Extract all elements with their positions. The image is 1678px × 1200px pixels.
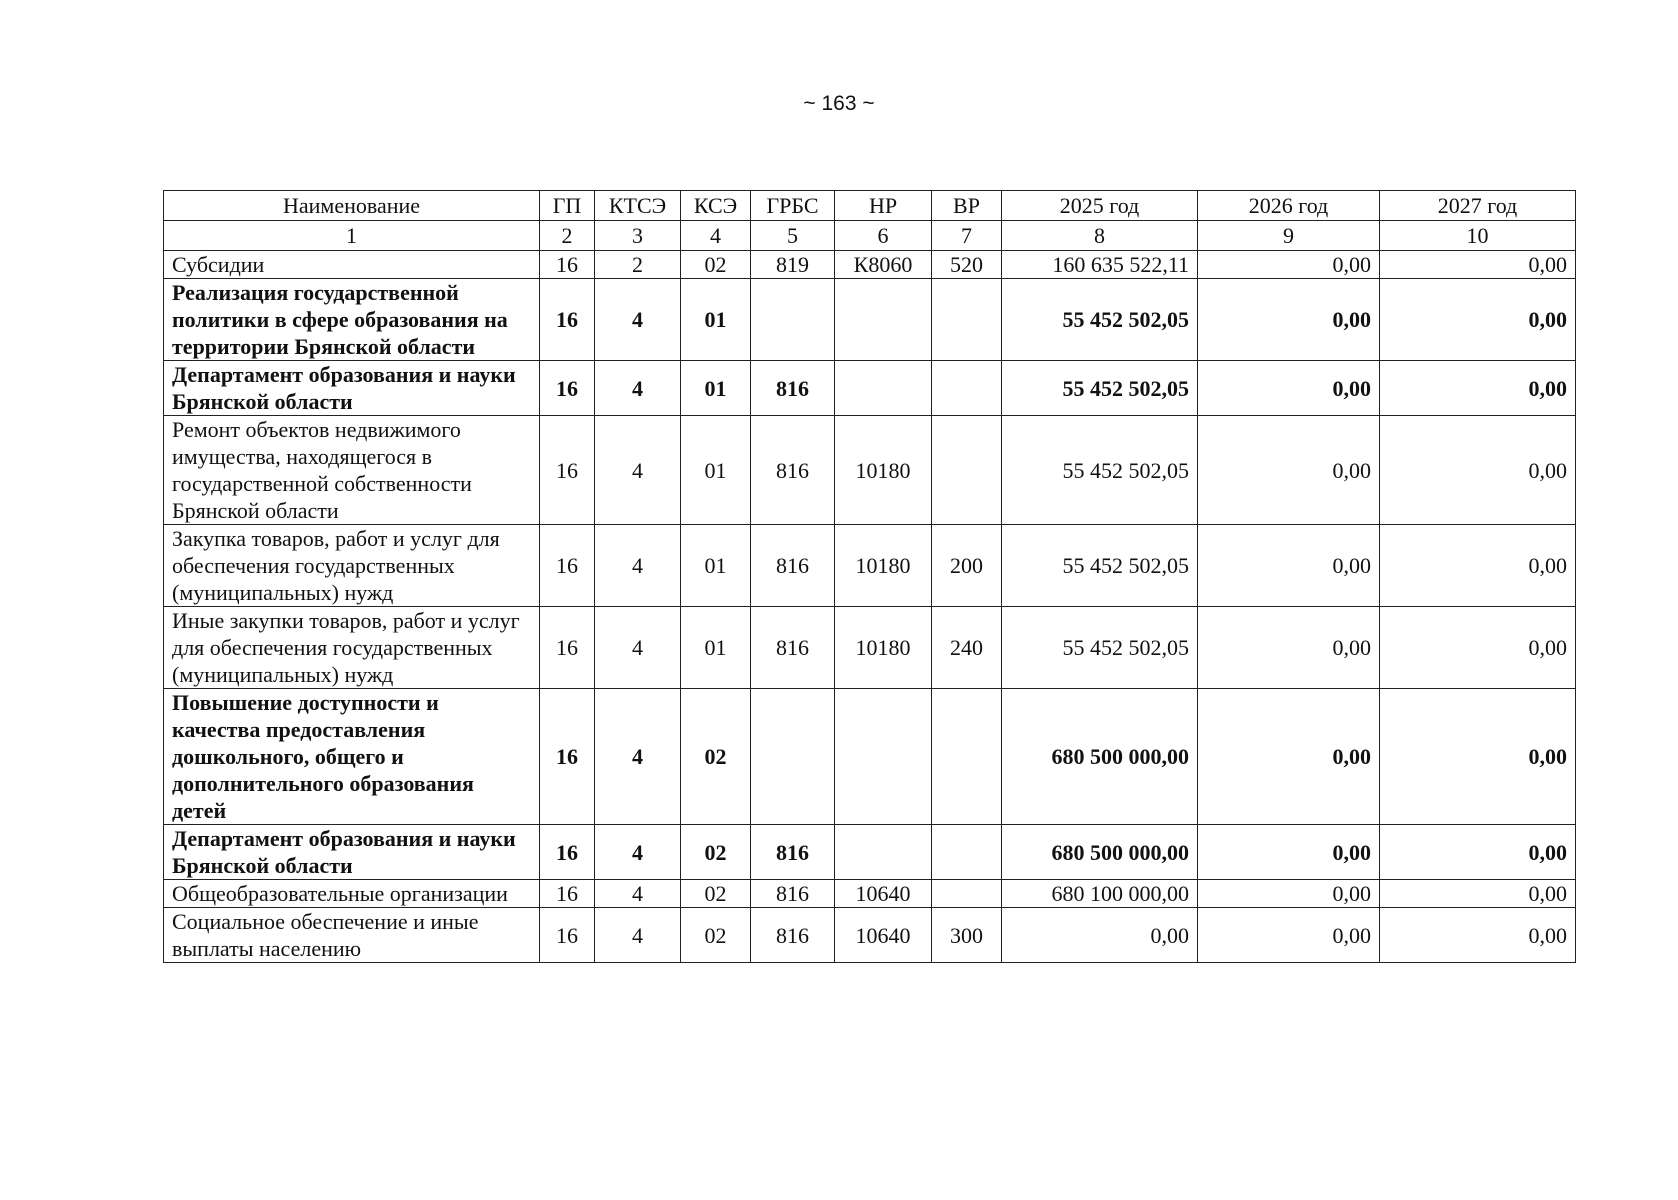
column-number: 7: [932, 221, 1002, 251]
cell-ktse: 4: [595, 525, 681, 607]
header-ktse: КТСЭ: [595, 191, 681, 221]
cell-ktse: 4: [595, 825, 681, 880]
cell-grbs: 819: [751, 251, 835, 279]
cell-kse: 01: [681, 607, 751, 689]
table-row: [164, 416, 1576, 525]
cell-amount-2025: 55 452 502,05: [1002, 416, 1198, 525]
cell-name: Департамент образования и науки Брянской области: [164, 825, 540, 880]
cell-gp: 16: [540, 607, 595, 689]
page-number: ~ 163 ~: [803, 92, 875, 115]
cell-name: Департамент образования и науки Брянской области: [164, 361, 540, 416]
table-row: [164, 525, 1576, 607]
cell-nr: 10640: [835, 908, 932, 963]
table-header: [164, 191, 1576, 221]
table-row: [164, 689, 1576, 825]
cell-amount-2026: 0,00: [1198, 279, 1380, 361]
cell-amount-2027: 0,00: [1380, 607, 1576, 689]
cell-ktse: 4: [595, 607, 681, 689]
cell-grbs: [751, 689, 835, 825]
cell-amount-2027: 0,00: [1380, 825, 1576, 880]
cell-amount-2027: 0,00: [1380, 361, 1576, 416]
cell-ktse: 4: [595, 908, 681, 963]
cell-amount-2027: 0,00: [1380, 525, 1576, 607]
cell-name: Закупка товаров, работ и услуг для обеспечения государственных (муниципальных) нужд: [164, 525, 540, 607]
cell-name: Повышение доступности и качества предоставления дошкольного, общего и дополнительного образования детей: [164, 689, 540, 825]
cell-vr: 520: [932, 251, 1002, 279]
cell-kse: 01: [681, 416, 751, 525]
cell-grbs: 816: [751, 525, 835, 607]
cell-kse: 02: [681, 908, 751, 963]
cell-amount-2026: 0,00: [1198, 689, 1380, 825]
cell-vr: [932, 279, 1002, 361]
column-number: 10: [1380, 221, 1576, 251]
column-number: 3: [595, 221, 681, 251]
cell-nr: [835, 279, 932, 361]
cell-amount-2027: 0,00: [1380, 880, 1576, 908]
cell-vr: [932, 361, 1002, 416]
cell-name: Иные закупки товаров, работ и услуг для обеспечения государственных (муниципальных) нужд: [164, 607, 540, 689]
column-number: 8: [1002, 221, 1198, 251]
cell-vr: [932, 880, 1002, 908]
cell-kse: 01: [681, 525, 751, 607]
header-kse: КСЭ: [681, 191, 751, 221]
cell-amount-2025: 55 452 502,05: [1002, 279, 1198, 361]
cell-name: Социальное обеспечение и иные выплаты населению: [164, 908, 540, 963]
cell-gp: 16: [540, 908, 595, 963]
column-number: 4: [681, 221, 751, 251]
column-number: 1: [164, 221, 540, 251]
cell-nr: 10640: [835, 880, 932, 908]
table-row: [164, 607, 1576, 689]
cell-gp: 16: [540, 825, 595, 880]
cell-kse: 02: [681, 251, 751, 279]
cell-grbs: 816: [751, 607, 835, 689]
cell-vr: [932, 689, 1002, 825]
cell-name: Общеобразовательные организации: [164, 880, 540, 908]
cell-ktse: 4: [595, 279, 681, 361]
budget-table: [163, 190, 1576, 963]
column-number-row: [164, 221, 1576, 251]
cell-kse: 01: [681, 361, 751, 416]
cell-vr: 200: [932, 525, 1002, 607]
cell-amount-2025: 680 500 000,00: [1002, 825, 1198, 880]
table-row: [164, 279, 1576, 361]
cell-amount-2025: 55 452 502,05: [1002, 607, 1198, 689]
cell-vr: [932, 825, 1002, 880]
cell-gp: 16: [540, 279, 595, 361]
header-gp: ГП: [540, 191, 595, 221]
table-row: [164, 251, 1576, 279]
cell-gp: 16: [540, 689, 595, 825]
column-number: 5: [751, 221, 835, 251]
header-2027: 2027 год: [1380, 191, 1576, 221]
cell-ktse: 4: [595, 880, 681, 908]
cell-amount-2026: 0,00: [1198, 825, 1380, 880]
cell-grbs: 816: [751, 416, 835, 525]
cell-amount-2027: 0,00: [1380, 251, 1576, 279]
header-2026: 2026 год: [1198, 191, 1380, 221]
table-body: [164, 221, 1576, 963]
column-number: 2: [540, 221, 595, 251]
table-row: [164, 880, 1576, 908]
cell-amount-2025: 55 452 502,05: [1002, 361, 1198, 416]
cell-ktse: 4: [595, 416, 681, 525]
cell-gp: 16: [540, 416, 595, 525]
header-row: [164, 191, 1576, 221]
cell-grbs: [751, 279, 835, 361]
cell-ktse: 2: [595, 251, 681, 279]
cell-grbs: 816: [751, 825, 835, 880]
cell-amount-2026: 0,00: [1198, 251, 1380, 279]
cell-nr: [835, 825, 932, 880]
column-number: 6: [835, 221, 932, 251]
cell-amount-2025: 680 500 000,00: [1002, 689, 1198, 825]
cell-vr: 240: [932, 607, 1002, 689]
cell-amount-2025: 55 452 502,05: [1002, 525, 1198, 607]
table-row: [164, 825, 1576, 880]
cell-kse: 02: [681, 825, 751, 880]
cell-amount-2026: 0,00: [1198, 361, 1380, 416]
header-2025: 2025 год: [1002, 191, 1198, 221]
cell-kse: 01: [681, 279, 751, 361]
cell-gp: 16: [540, 251, 595, 279]
cell-nr: К8060: [835, 251, 932, 279]
header-nr: НР: [835, 191, 932, 221]
cell-grbs: 816: [751, 908, 835, 963]
cell-amount-2027: 0,00: [1380, 689, 1576, 825]
column-number: 9: [1198, 221, 1380, 251]
cell-name: Ремонт объектов недвижимого имущества, находящегося в государственной собственности Брянской области: [164, 416, 540, 525]
cell-grbs: 816: [751, 880, 835, 908]
cell-ktse: 4: [595, 361, 681, 416]
cell-amount-2027: 0,00: [1380, 416, 1576, 525]
cell-gp: 16: [540, 880, 595, 908]
cell-nr: [835, 361, 932, 416]
cell-gp: 16: [540, 361, 595, 416]
cell-nr: [835, 689, 932, 825]
cell-ktse: 4: [595, 689, 681, 825]
cell-amount-2026: 0,00: [1198, 908, 1380, 963]
cell-amount-2026: 0,00: [1198, 525, 1380, 607]
cell-name: Субсидии: [164, 251, 540, 279]
cell-kse: 02: [681, 689, 751, 825]
cell-amount-2026: 0,00: [1198, 880, 1380, 908]
cell-amount-2027: 0,00: [1380, 279, 1576, 361]
cell-nr: 10180: [835, 525, 932, 607]
cell-amount-2025: 0,00: [1002, 908, 1198, 963]
cell-nr: 10180: [835, 607, 932, 689]
cell-nr: 10180: [835, 416, 932, 525]
table-row: [164, 908, 1576, 963]
cell-vr: 300: [932, 908, 1002, 963]
cell-vr: [932, 416, 1002, 525]
cell-amount-2025: 160 635 522,11: [1002, 251, 1198, 279]
cell-gp: 16: [540, 525, 595, 607]
cell-name: Реализация государственной политики в сфере образования на территории Брянской области: [164, 279, 540, 361]
table-row: [164, 361, 1576, 416]
header-vr: ВР: [932, 191, 1002, 221]
header-grbs: ГРБС: [751, 191, 835, 221]
cell-amount-2025: 680 100 000,00: [1002, 880, 1198, 908]
cell-amount-2026: 0,00: [1198, 607, 1380, 689]
header-name: Наименование: [164, 191, 540, 221]
cell-amount-2027: 0,00: [1380, 908, 1576, 963]
cell-grbs: 816: [751, 361, 835, 416]
cell-kse: 02: [681, 880, 751, 908]
cell-amount-2026: 0,00: [1198, 416, 1380, 525]
